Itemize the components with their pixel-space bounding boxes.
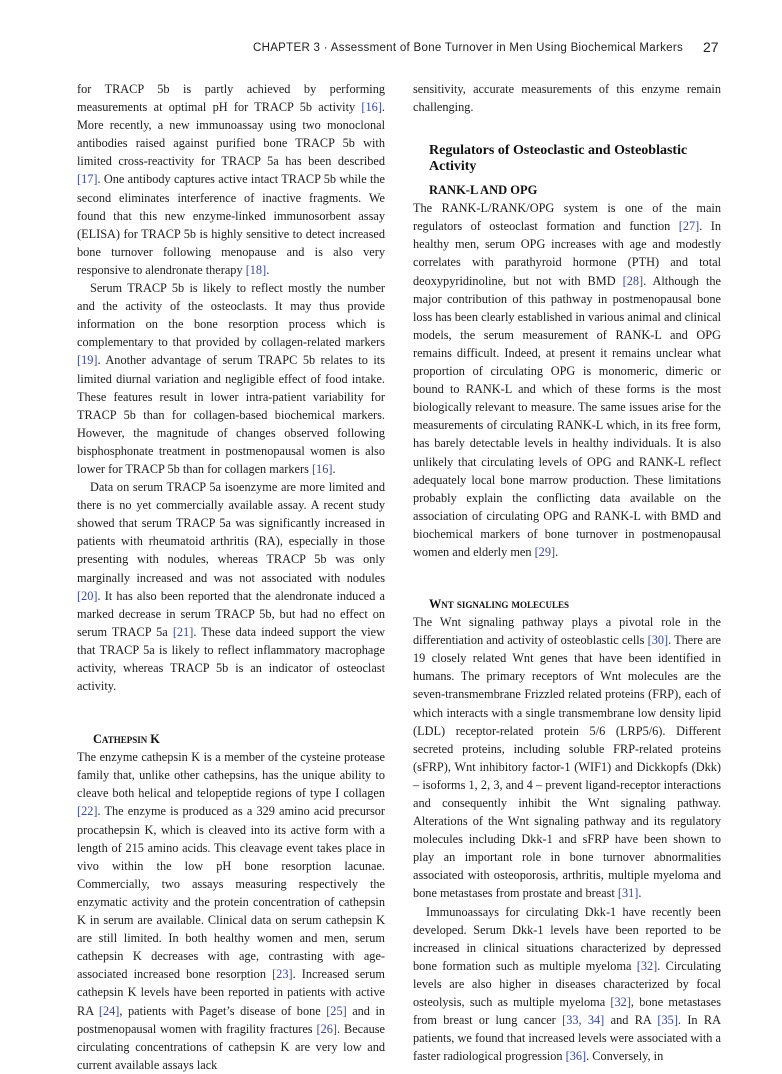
chapter-title: CHAPTER 3 · Assessment of Bone Turnover in Men Using Biochemical Markers xyxy=(253,42,684,54)
paragraph-text: . It has also been reported that the alendronate induced a marked decrease in serum TRACP 5b, but had no effect on serum TRACP 5a xyxy=(77,588,385,639)
paragraph-text: . xyxy=(332,461,336,476)
paragraph-text: , bone metastases from breast or lung cancer xyxy=(413,995,722,1028)
paragraph-text: Immunoassays for circulating Dkk-1 have recently been developed. Serum Dkk-1 levels have been reported to be increased in clinical situations characterized by depressed bone formation such as multiple myeloma xyxy=(413,904,721,973)
paragraph-text: The Wnt signaling pathway plays a pivotal role in the differentiation and activity of osteoblastic cells xyxy=(413,615,721,648)
citation-link[interactable]: [32] xyxy=(636,958,658,973)
paragraph-text: . The enzyme is produced as a 329 amino acid precursor procathepsin K, which is cleaved into its active form with a length of 215 amino acids. This cleavage event takes place in vivo within the low pH bone resorption lacunae. Commercially, two assays measuring respectively the enzymatic activity and the protein concentration of cathepsin K in serum are available. Clinical data on serum cathepsin K are still limited. In both healthy women and men, serum cathepsin K decreases with age, contrasting with age-associated increased bone resorption xyxy=(77,804,385,982)
subsection-heading-rankl-opg: RANK-L AND OPG xyxy=(429,183,538,198)
paragraph xyxy=(413,903,721,1066)
citation-link[interactable]: [23] xyxy=(272,967,293,982)
page-number: 27 xyxy=(703,39,719,55)
paragraph-text: . xyxy=(638,886,642,901)
citation-link[interactable]: [36] xyxy=(565,1049,587,1064)
paragraph xyxy=(413,199,721,561)
paragraph xyxy=(77,748,385,1074)
citation-link[interactable]: [30] xyxy=(647,633,669,648)
citation-link[interactable]: [29] xyxy=(534,544,556,559)
citation-link[interactable]: [16] xyxy=(311,461,333,476)
citation-link[interactable]: [33, 34] xyxy=(562,1013,605,1028)
paragraph-text: Serum TRACP 5b is likely to reflect mostly the number and the activity of the osteoclasts. It may thus provide information on the bone resorption process which is complementary to that provided by collagen-related markers xyxy=(77,281,385,350)
right-column xyxy=(413,80,721,1065)
paragraph-text: . In healthy men, serum OPG increases with age and modestly correlates with parathyroid hormone (PTH) and total deoxypyridinoline, but not with BMD xyxy=(413,219,721,288)
paragraph-text: . Another advantage of serum TRAPC 5b relates to its limited diurnal variation and negligible effect of food intake. These features result in lower intra-patient variability for TRACP 5b than for collagen-based biochemical markers. However, the magnitude of changes observed following bisphosphonate treatment in postmenopausal women is also lower for TRACP 5b than for collagen markers xyxy=(77,353,385,476)
paragraph-text: The enzyme cathepsin K is a member of the cysteine protease family that, unlike other cathepsins, has the unique ability to cleave both helical and telopeptide regions of type I collagen xyxy=(77,750,385,801)
paragraph-text: . Although the major contribution of this pathway in postmenopausal bone loss has been clearly established in various animal and clinical models, the serum measurement of RANK-L and OPG remains difficult. Indeed, at present it remains unclear what proportion of circulating OPG is monomeric, dimeric or bound to RANK-L and which of these forms is the most biologically relevant to measure. The same issues arise for the measurements of circulating RANK-L which, in its free form, has barely detectable levels in healthy individuals. It is also unlikely that circulating levels of OPG and RANK-L reflect adequately local bone marrow production. These limitations probably explain the conflicting data available on the association of circulating OPG and RANK-L with BMD and biochemical markers of bone turnover in postmenopausal women and elderly men xyxy=(413,273,721,559)
paragraph-text: for TRACP 5b is partly achieved by performing measurements at optimal pH for TRACP 5b activity xyxy=(77,82,385,115)
paragraph-text: and RA xyxy=(604,1013,658,1028)
citation-link[interactable]: [22] xyxy=(77,804,98,819)
paragraph xyxy=(77,80,385,279)
paragraph-text: . Circulating levels are also higher in diseases characterized by focal osteolysis, such as multiple myeloma xyxy=(413,958,721,1010)
citation-link[interactable]: [27] xyxy=(678,219,700,234)
citation-link[interactable]: [26] xyxy=(316,1021,338,1036)
citation-link[interactable]: [24] xyxy=(98,1003,120,1018)
section-heading-regulators: Regulators of Osteoclastic and Osteoblastic Activity xyxy=(429,143,688,175)
paragraph-text: . There are 19 closely related Wnt genes that have been identified in humans. The primary receptors of Wnt molecules are the seven-transmembrane Frizzled related proteins (FRP), each of which interacts with a single transmembrane low density lipid (LDL) receptor-related protein 5/6 (LRP5/6). Different secreted proteins, including soluble FRP-related proteins (sFRP), Wnt inhibitory factor-1 (WIF1) and Dickkopfs (Dkk) – isoforms 1, 2, 3, and 4 – prevent ligand-receptor interactions and consequently inhibit the Wnt signaling pathway. Alterations of the Wnt signaling pathway and its regulatory molecules including Dkk-1 and sFRP have been shown to play an important role in bone turnover abnormalities associated with osteoporosis, arthritis, multiple myeloma and bone metastases from prostate and breast xyxy=(413,633,722,901)
citation-link[interactable]: [21] xyxy=(172,624,194,639)
citation-link[interactable]: [35] xyxy=(657,1013,678,1028)
paragraph-text: . Conversely, in xyxy=(586,1049,664,1064)
citation-link[interactable]: [18] xyxy=(245,262,267,277)
paragraph xyxy=(77,279,385,478)
paragraph-text: . These data indeed support the view that TRACP 5a is likely to reflect inflammatory macrophage activity, whereas TRACP 5b is an indicator of osteoclast activity. xyxy=(77,624,385,694)
citation-link[interactable]: [17] xyxy=(77,172,98,187)
paragraph-text: Data on serum TRACP 5a isoenzyme are more limited and there is no yet commercially available assay. A recent study showed that serum TRACP 5a was significantly increased in patients with rheumatoid arthritis (RA), especially in those presenting with nodules, whereas TRACP 5b was only marginally increased and was not associated with nodules xyxy=(77,480,385,585)
paragraph-text: . xyxy=(266,262,270,277)
running-header xyxy=(0,39,782,59)
citation-link[interactable]: [28] xyxy=(622,273,644,288)
paragraph-text: . xyxy=(555,544,559,559)
paragraph-text: , patients with Paget’s disease of bone xyxy=(119,1003,327,1018)
citation-link[interactable]: [19] xyxy=(77,353,98,368)
paragraph-text: . In RA patients, we found that increased levels were associated with a faster radiological progression xyxy=(413,1013,721,1064)
paragraph-text: The RANK-L/RANK/OPG system is one of the main regulators of osteoclast formation and function xyxy=(413,201,721,234)
citation-link[interactable]: [32] xyxy=(610,995,631,1010)
citation-link[interactable]: [31] xyxy=(617,886,639,901)
citation-link[interactable]: [20] xyxy=(77,588,98,603)
paragraph xyxy=(413,613,721,903)
subsection-heading-wnt: Wnt signaling molecules xyxy=(429,597,569,612)
paragraph-text: . Because circulating concentrations of cathepsin K are very low and current available assays lack xyxy=(77,1021,385,1072)
citation-link[interactable]: [16] xyxy=(361,100,382,115)
subsection-heading-cathepsin-k: Cathepsin K xyxy=(93,732,160,747)
paragraph-text: . Increased serum cathepsin K levels have been reported in patients with active RA xyxy=(77,967,385,1018)
citation-link[interactable]: [25] xyxy=(326,1003,347,1018)
left-column xyxy=(77,80,385,1074)
paragraph-text: and in postmenopausal women with fragility fractures xyxy=(77,1003,386,1036)
paragraph xyxy=(77,478,385,695)
paragraph: sensitivity, accurate measurements of this enzyme remain challenging. xyxy=(413,82,721,115)
paragraph-text: . More recently, a new immunoassay using two monoclonal antibodies raised against purified bone TRACP 5b with limited cross-reactivity for TRACP 5a has been described xyxy=(77,100,385,169)
paragraph-text: . One antibody captures active intact TRACP 5b while the second eliminates interference of inactive fragments. We found that this new enzyme-linked immunosorbent assay (ELISA) for TRACP 5b is highly sensitive to detect increased bone turnover following menopause and is also very responsive to alendronate therapy xyxy=(77,172,385,277)
